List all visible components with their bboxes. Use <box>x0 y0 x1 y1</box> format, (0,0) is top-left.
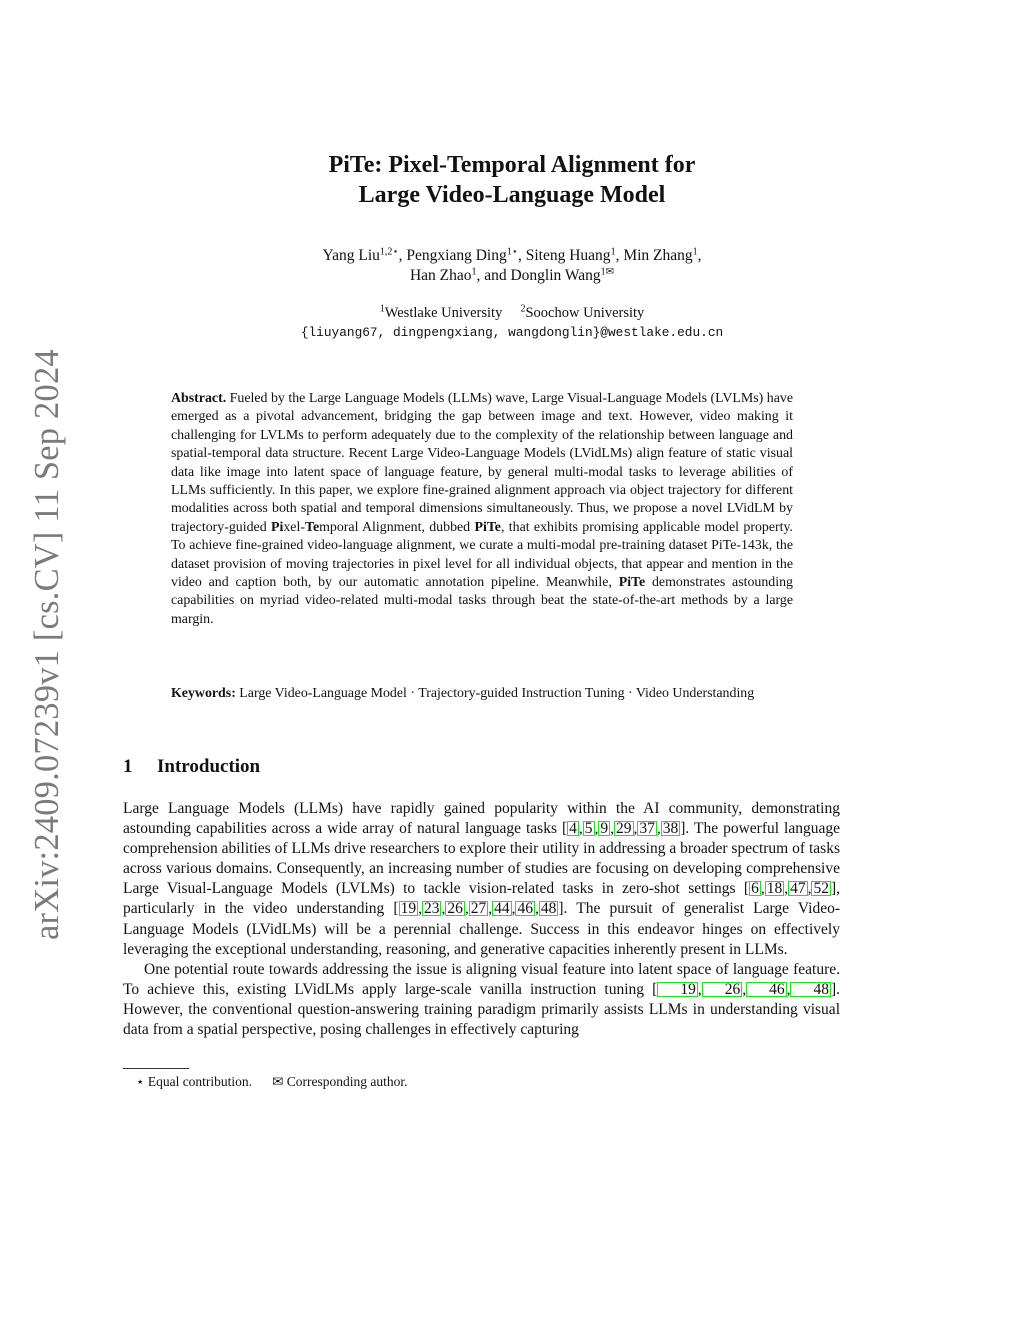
affiliation-name: Westlake University <box>384 305 503 321</box>
author-list <box>0 246 1024 286</box>
citation-link[interactable]: 5 <box>584 820 593 838</box>
affiliation-line <box>0 304 1024 323</box>
author-separator: , <box>697 247 702 264</box>
paragraph-text: ]. The pursuit of generalist Large Video-Language Models (LVidLMs) will be a perennial challenge. Success in this endeavor hinges on effectively leveraging the exceptional understanding, reasoning, and generative capacities inherently present in LLMs. <box>123 900 841 958</box>
author-name: , Siteng Huang <box>518 247 611 264</box>
citation-link[interactable]: 27 <box>470 900 487 918</box>
citation-link[interactable]: 4 <box>569 820 577 838</box>
footnote-rule <box>123 1068 189 1069</box>
citation-group: 4 , 5 , 9 , 29 , 37 , 38 <box>569 820 679 838</box>
citation-link[interactable]: 23 <box>423 900 440 918</box>
footnotes <box>136 1073 408 1090</box>
citation-group: 6 , 18 , 47 , 52 <box>751 880 829 898</box>
abstract-text: Fueled by the Large Language Models (LLMs) wave, Large Visual-Language Models (LVLMs) have emerged as a pivotal advancement, bridging the gap between image and text. However, video making it challenging for LVLMs to perform adequately due to the complexity of the relationship between language and spatial-temporal data structure. Recent Large Video-Language Models (LVidLMs) align feature of static visual data like image into latent space of language feature, by general multi-modal tasks to leverage abilities of LLMs sufficiently. In this paper, we explore fine-grained alignment approach via object trajectory for different modalities across both spatial and temporal dimensions simultaneously. Thus, we propose a novel LVidLM by trajectory-guided <box>171 391 793 535</box>
author-line-1 <box>0 246 1024 266</box>
citation-link[interactable]: 19 <box>657 982 698 997</box>
author-name: Yang Liu <box>322 247 380 264</box>
citation-link[interactable]: 18 <box>766 880 783 898</box>
arxiv-identifier: arXiv:2409.07239v1 [cs.CV] 11 Sep 2024 <box>28 349 66 940</box>
paragraph-text: ], particularly in the video understanding [ <box>123 880 840 918</box>
method-name: PiTe <box>618 575 646 591</box>
citation-link[interactable]: 47 <box>790 880 806 898</box>
paragraph-text: ]. The powerful language comprehension abilities of LLMs drive researchers to explore their utility in addressing a broader spectrum of tasks across various domains. Consequently, an increasing number of studies are focusing on developing comprehensive Large Visual-Language Models (LVLMs) to tackle vision-related tasks in zero-shot settings [ <box>123 820 840 898</box>
author-emails: {liuyang67, dingpengxiang, wangdonglin}@westlake.edu.cn <box>300 325 724 340</box>
affiliations <box>0 304 1024 342</box>
author-affiliation-mark: 1⋆ <box>506 246 518 258</box>
author-name: , and Donglin Wang <box>476 267 601 284</box>
introduction-body <box>123 799 840 1040</box>
author-name: , Min Zhang <box>615 247 693 264</box>
keywords-text: Large Video-Language Model · Trajectory-guided Instruction Tuning · Video Understanding <box>235 686 755 701</box>
author-affiliation-mark: 1 <box>692 246 698 258</box>
method-name: PiTe <box>474 519 501 535</box>
title-line-2: Large Video-Language Model <box>358 182 666 208</box>
abstract <box>171 390 793 629</box>
affiliation-name: Soochow University <box>525 305 645 321</box>
paragraph-text: Large Language Models (LLMs) have rapidly gained popularity within the AI community, demonstrating astounding capabilities across a wide array of natural language tasks [ <box>123 800 840 838</box>
citation-link[interactable]: 19 <box>400 900 417 918</box>
author-line-2 <box>0 266 1024 286</box>
citation-link[interactable]: 44 <box>494 900 510 918</box>
abstract-text: , that exhibits promising applicable model property. To achieve fine-grained video-language alignment, we curate a multi-modal pre-training dataset PiTe-143k, the dataset provision of moving trajectories in pixel level for all individual objects, that appear and mention in the video and caption both, by our automatic annotation pipeline. Meanwhile, <box>171 519 793 591</box>
affiliation-mark: 1 <box>379 303 385 315</box>
citation-group: 19 , 23 , 26 , 27 , 44 , 46 , 48 <box>400 900 557 918</box>
paragraph <box>123 799 840 960</box>
author-affiliation-mark: 1 <box>610 246 616 258</box>
paragraph-text: One potential route towards addressing the issue is aligning visual feature into latent space of language feature. To achieve this, existing LVidLMs apply large-scale vanilla instruction tuning [ <box>123 960 840 998</box>
section-number: 1 <box>123 756 133 777</box>
footnote-text: Equal contribution. <box>144 1074 253 1089</box>
footnote-symbol: ⋆ <box>136 1074 145 1089</box>
keywords <box>171 685 793 703</box>
citation-link[interactable]: 6 <box>751 880 759 898</box>
author-affiliation-mark: 1,2⋆ <box>379 246 399 258</box>
abstract-text: demonstrates astounding capabilities on myriad video-related multi-modal tasks through beat the state-of-the-art methods by a large margin. <box>171 575 794 627</box>
citation-link[interactable]: 37 <box>639 820 655 838</box>
abstract-bold: Te <box>304 519 320 535</box>
paragraph-text: ]. However, the conventional question-answering training paradigm primarily assists LLMs in understanding visual data from a spatial perspective, posing challenges in effectively capturing <box>123 980 840 1039</box>
citation-link[interactable]: 48 <box>540 900 557 918</box>
abstract-text: xel- <box>283 519 305 535</box>
footnote-symbol: ✉ <box>272 1074 284 1089</box>
title-line-1: PiTe: Pixel-Temporal Alignment for <box>328 152 696 178</box>
citation-link[interactable]: 48 <box>790 982 831 997</box>
citation-link[interactable]: 38 <box>662 820 679 838</box>
citation-group: 19 , 26 , 46 , 48 <box>657 981 831 998</box>
abstract-text: mporal Alignment, dubbed <box>319 519 475 535</box>
abstract-bold: Pi <box>270 519 284 535</box>
citation-link[interactable]: 9 <box>600 820 609 838</box>
paragraph <box>123 960 840 1040</box>
keywords-label: Keywords: <box>171 686 236 701</box>
author-name: , Pengxiang Ding <box>398 247 507 264</box>
paper-title <box>0 150 1024 210</box>
section-title: Introduction <box>157 756 261 777</box>
affiliation-mark: 2 <box>520 303 526 315</box>
author-name: Han Zhao <box>409 267 472 284</box>
author-affiliation-mark: 1✉ <box>600 266 615 278</box>
citation-link[interactable]: 26 <box>702 982 743 997</box>
citation-link[interactable]: 29 <box>616 820 632 838</box>
citation-link[interactable]: 46 <box>517 900 533 918</box>
footnote-text: Corresponding author. <box>283 1074 408 1089</box>
abstract-label: Abstract. <box>171 391 227 406</box>
citation-link[interactable]: 26 <box>447 900 463 918</box>
author-affiliation-mark: 1 <box>471 266 477 278</box>
citation-link[interactable]: 52 <box>813 880 829 898</box>
citation-link[interactable]: 46 <box>746 982 787 997</box>
section-heading <box>123 756 260 778</box>
